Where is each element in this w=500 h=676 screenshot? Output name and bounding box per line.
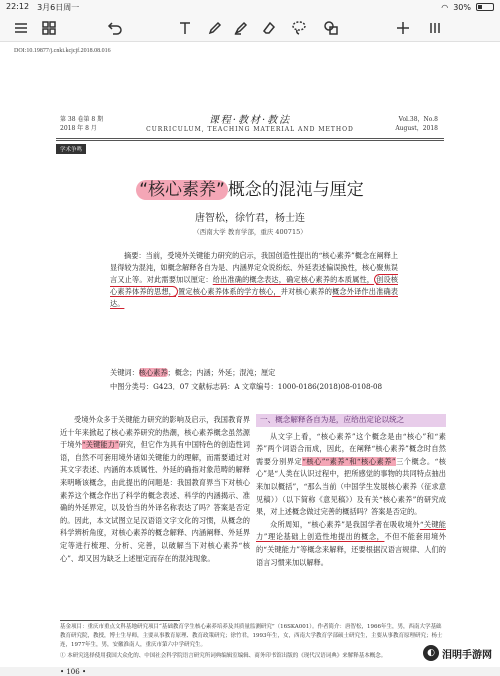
battery-fill bbox=[478, 5, 482, 9]
left-text: 受境外众多于关键能力研究的影响及启示，我国教育界近十年来掀起了核心素养研究的热潮，核心素养概念虽然源于境外 bbox=[60, 415, 250, 450]
eraser-icon[interactable] bbox=[258, 17, 280, 39]
journal-name-en: CURRICULUM, TEACHING MATERIAL AND METHOD bbox=[146, 126, 354, 133]
keywords bbox=[110, 368, 275, 378]
watermark-text: 泪明手游网 bbox=[442, 649, 492, 661]
title-rest: 概念的混沌与厘定 bbox=[227, 180, 364, 200]
right-text: 从文字上看，“核心素养”这个概念是由“核心”和“素养”两个词语合而成，因此，在阐释“核心素养”概念时自然需要分别界定 bbox=[256, 431, 446, 466]
footnote bbox=[60, 623, 446, 661]
watermark-logo-icon: ◐ bbox=[423, 645, 439, 661]
pen-icon[interactable] bbox=[204, 17, 226, 39]
page-number: • 106 • bbox=[60, 668, 87, 676]
list-icon[interactable] bbox=[10, 17, 32, 39]
wifi-icon: ◠ bbox=[441, 2, 449, 12]
article-title bbox=[0, 175, 500, 200]
abstract-underline-3: 概念外译作出准确表达。 bbox=[110, 287, 398, 308]
lasso-icon[interactable] bbox=[288, 17, 310, 39]
more-icon[interactable] bbox=[424, 17, 446, 39]
abstract-underline-2: 置定核心素养体系的学方核心， bbox=[178, 287, 281, 296]
battery-icon bbox=[476, 3, 494, 11]
journal-name-cn: 课程·教材·教法 bbox=[208, 115, 292, 126]
battery-percent: 30% bbox=[453, 2, 471, 12]
undo-icon[interactable] bbox=[104, 17, 126, 39]
keywords-rest: ；概念；内涵；外延；混沌；厘定 bbox=[167, 368, 276, 377]
journal-volume-line: 第 38 卷第 8 期 bbox=[60, 116, 104, 123]
body-right-column bbox=[256, 414, 446, 569]
abstract bbox=[110, 250, 398, 310]
abstract-underline: 给出准确的概念表达，确定核心素养的本质属性， bbox=[212, 275, 375, 284]
status-time: 22:12 bbox=[6, 1, 30, 11]
body-left-column bbox=[60, 414, 250, 565]
authors: 唐智松，徐竹君，杨士连 bbox=[195, 213, 305, 224]
footnote-rule bbox=[60, 620, 180, 621]
keyword-highlight: 核心素养 bbox=[138, 368, 168, 377]
title-highlight: “核心素养” bbox=[136, 180, 228, 200]
abstract-text: 摘要：当前，受境外关键能力研究的启示，我国创造性提出的“核心素养”概念在阐释上显得较为混沌，如概念解释各自为是、内涵界定众说纷纭、外延表述偏误换性，核心聚焦误言又止等。对此需要加以厘定： bbox=[110, 251, 398, 284]
right-paragraph-1 bbox=[256, 431, 446, 519]
status-bar bbox=[0, 0, 500, 14]
left-highlight: “关键能力” bbox=[81, 440, 119, 450]
affiliation: （西南大学 教育学部，重庆 400715） bbox=[193, 228, 307, 236]
abstract-text-2: 并对核心素养的 bbox=[280, 287, 333, 296]
header-rule-thin bbox=[56, 140, 444, 141]
right-underline: “关键能力”理论基础上创造性地提出的概念， bbox=[256, 519, 446, 542]
right-text-3: 众所周知，“核心素养”是我国学者在吸收境外 bbox=[270, 519, 420, 529]
keywords-label: 关键词： bbox=[110, 368, 139, 377]
doi: DOI:10.19877/j.cnki.kcjcjf.2018.08.016 bbox=[14, 48, 111, 54]
right-paragraph-2 bbox=[256, 519, 446, 569]
text-icon[interactable] bbox=[174, 17, 196, 39]
footnote-text: 基金项目：重庆市重点文科基地研究项目“基础教育学生核心素养培养及其质量监测研究”（16SKA001）。作者简介：唐智松，1966年生，男，西南大学基础教育研究院，教授，博士生导师，主要从事教育原理、教育政策研究；徐竹君，1993年生，女，西南大学教育学部硕士研究生，主要从事教育原理研究；杨士连，1977年生，男，安徽淮南人，重庆市第六中学研究生。 bbox=[60, 624, 443, 648]
header-rule bbox=[56, 138, 444, 139]
annotation-toolbar bbox=[0, 14, 500, 42]
section-heading: 一、概念解释各自为是，应给出定论以统之 bbox=[256, 414, 446, 427]
watermark bbox=[423, 645, 492, 661]
document-page bbox=[0, 42, 500, 676]
status-date: 3月6日周一 bbox=[37, 2, 80, 12]
abstract-boxed: 创设核心素养体养的思想， bbox=[110, 275, 398, 296]
highlighter-icon[interactable] bbox=[230, 17, 252, 39]
journal-volume-en bbox=[395, 115, 438, 133]
section-tag: 学术争鸣 bbox=[56, 144, 86, 154]
left-text-2: 研究，但它作为具有中国特色的创造性词语，自然不可套用境外诸如关键能力的理解，而需要通过对其文字表述、内涵的本质属性、外延的确指对象范畴的解释来明晰该概念，由此提出的问题是：我国教育界当下对核心素养这个概念作出了科学的概念表述、科学的内涵揭示、准确的外延界定，以及恰当的外译名称表达了吗？答案是否定的。因此，本文试图立足汉语语文字文化的习惯，从概念的科学辨析角度，对核心素养的概念解释、内涵阐释、外延界定等进行梳理、分析、完善，以破解当下对核心素养“核心”、却又因为缺乏上述厘定而存在的混沌现象。 bbox=[60, 440, 250, 563]
shapes-icon[interactable] bbox=[320, 17, 342, 39]
journal-volume-en-line: Vol.38，No.8 bbox=[398, 116, 438, 123]
classification: 中图分类号：G423．07 文献标志码：A 文章编号：1000-0186(2018)08-0108-08 bbox=[110, 382, 383, 391]
grid-icon[interactable] bbox=[38, 17, 60, 39]
right-text-2: 三个概念。“核心”是“人类在认识过程中，把所感觉的事物的共同特点抽出来加以概括”，“那么当前（中国学生发展核心素养（征求意见稿））（以下简称《意见稿》）及有关“核心素养”的研究成果，对上述概念做过完善的概括吗？答案是否定的。 bbox=[256, 456, 446, 517]
journal-date-line: 2018 年 8 月 bbox=[60, 125, 97, 132]
footnote-text-2: ① 本研究选择使用我国大众化的、中国社会科学院语言研究所词典编辑室编辑、商务印书馆出版的《现代汉语词典》来解释基本概念。 bbox=[60, 653, 387, 659]
right-highlight: “核心”“素养”和“核心素养” bbox=[302, 456, 396, 466]
right-text-4: 不但不能套用境外的“关键能力”等概念来解释，还要根据汉语言规律、人们的语言习惯来加以解释。 bbox=[256, 532, 446, 567]
journal-date-en-line: August，2018 bbox=[395, 125, 438, 132]
add-icon[interactable] bbox=[392, 17, 414, 39]
